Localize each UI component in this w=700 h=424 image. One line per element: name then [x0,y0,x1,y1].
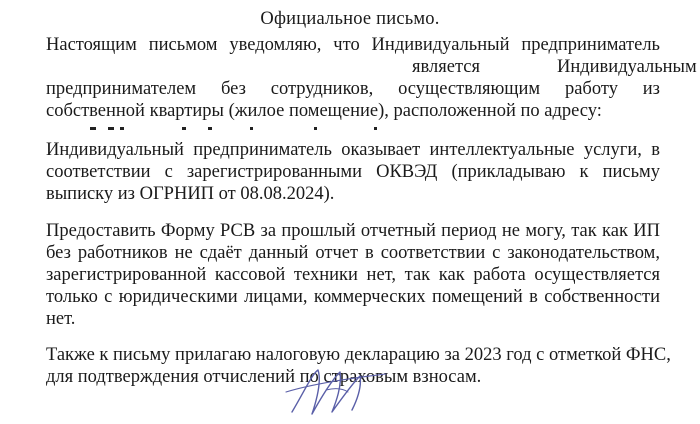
paragraph-1-line-2 [46,56,697,78]
paragraph-4-line-1: Также к письму прилагаю налоговую декларацию за 2023 год с отметкой ФНС, [46,345,671,365]
paragraph-1-line-2-b: Индивидуальным [556,57,697,77]
letter-title: Официальное письмо. [260,9,440,29]
paragraph-1-line-3: предпринимателем без сотрудников, осуществляющим работу из [46,79,660,99]
paragraph-2-line-2: соответствии с зарегистрированными ОКВЭД (прикладываю к письму [46,162,660,182]
paragraph-3-line-3: зарегистрированной кассовой техники нет, так как работа осуществляется [46,265,660,285]
paragraph-1-line-1: Настоящим письмом уведомляю, что Индивидуальный предприниматель [46,35,660,55]
paragraph-3-line-4: только с юридическими лицами, коммерческих помещений в собственности [46,287,660,307]
handwritten-signature [282,362,392,422]
paragraph-1-line-4: собственной квартиры (жилое помещение), расположенной по адресу: [46,101,602,121]
paragraph-4-line-2: для подтверждения отчислений по страховым взносам. [46,367,482,387]
paragraph-1-line-2-a: является [412,57,480,77]
paragraph-2-line-3: выписку из ОГРНИП от 08.08.2024). [46,184,335,204]
redacted-address-line [90,127,390,133]
paragraph-3-line-5: нет. [46,309,76,329]
paragraph-3-line-2: без работников не сдаёт данный отчет в соответствии с законодательством, [46,243,660,263]
paragraph-2-line-1: Индивидуальный предприниматель оказывает интеллектуальные услуги, в [46,140,660,160]
paragraph-3-line-1: Предоставить Форму РСВ за прошлый отчетный период не могу, так как ИП [46,221,660,241]
